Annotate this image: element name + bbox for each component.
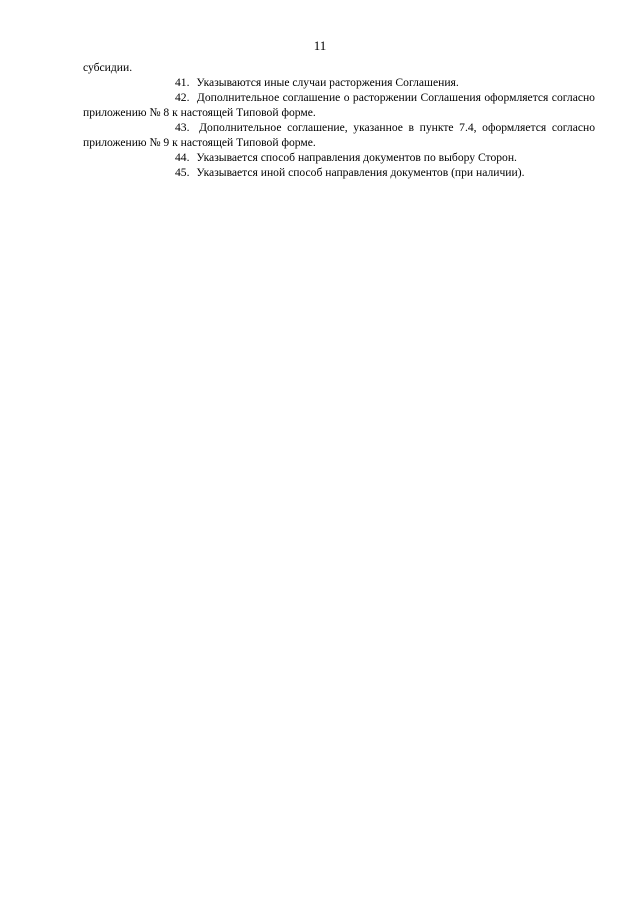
footnote-number: 45. — [175, 166, 190, 179]
footnote-text: субсидии. — [83, 61, 133, 74]
footnote-number: 41. — [175, 76, 190, 89]
footnote-text: Указываются иные случаи расторжения Соглашения. — [196, 76, 459, 89]
footnote-text: Дополнительное соглашение, указанное в пункте 7.4, оформляется согласно приложению № 9 к настоящей Типовой форме. — [83, 121, 596, 149]
footnote-44 — [83, 150, 595, 165]
footnote-45 — [83, 165, 595, 180]
footnote-text: Указывается способ направления документов по выбору Сторон. — [196, 151, 517, 164]
footnote-42 — [83, 90, 595, 120]
footnote-text: Указывается иной способ направления документов (при наличии). — [196, 166, 525, 179]
footnote-43 — [83, 120, 595, 150]
page-number: 11 — [313, 38, 327, 53]
footnote-continuation — [83, 60, 595, 75]
footnote-41 — [83, 75, 595, 90]
footnote-number: 43. — [175, 121, 190, 134]
footnotes-body — [83, 60, 595, 180]
footnote-text: Дополнительное соглашение о расторжении Соглашения оформляется согласно приложению № 8 к настоящей Типовой форме. — [83, 91, 595, 119]
footnote-number: 44. — [175, 151, 190, 164]
footnote-number: 42. — [175, 91, 190, 104]
